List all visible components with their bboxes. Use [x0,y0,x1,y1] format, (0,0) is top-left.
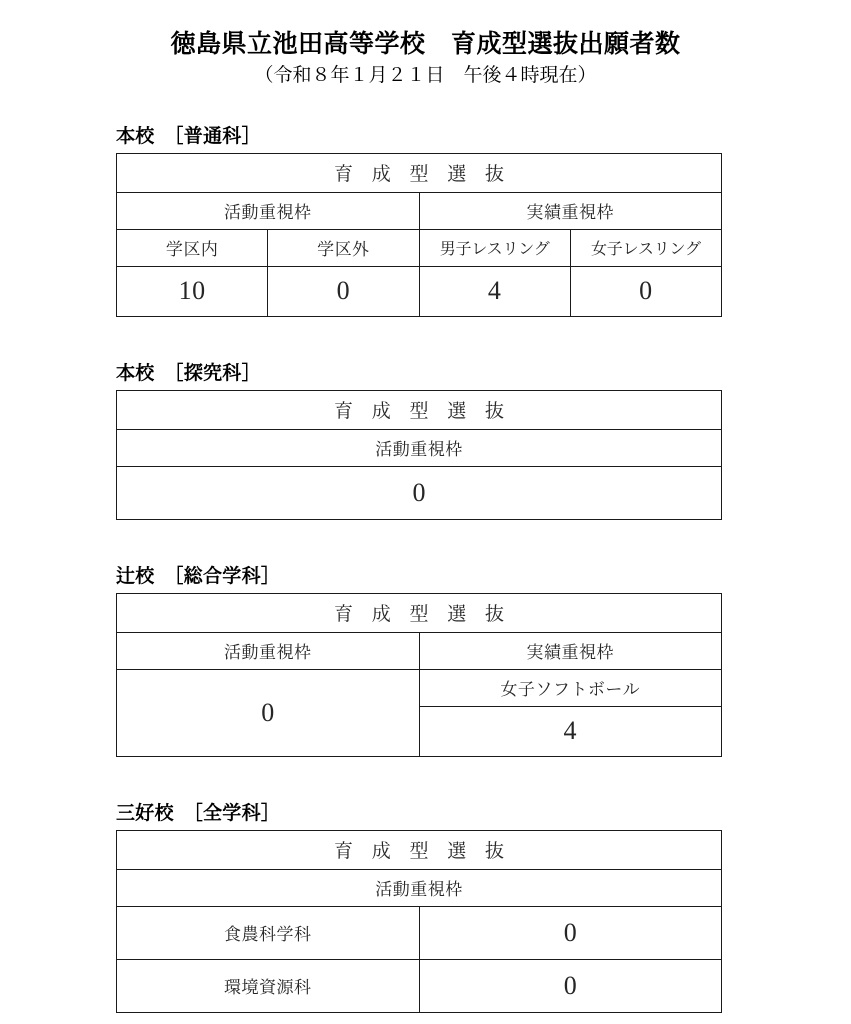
value-joshi-wrestling: 0 [570,266,721,316]
table-row [117,153,722,192]
frame-label-katsudo: 活動重視枠 [117,192,420,229]
column-label-gakkugai: 学区外 [268,229,419,266]
column-label-joshi-wrestling: 女子レスリング [570,229,721,266]
table-row [117,669,722,706]
frame-label-katsudo: 活動重視枠 [117,429,722,466]
value-danshi-wrestling: 4 [419,266,570,316]
frame-label-jisseki: 実績重視枠 [419,632,722,669]
value-gakkunai: 10 [117,266,268,316]
value-katsudo: 0 [117,466,722,519]
table-row [117,959,722,1012]
section-honko-futsuka [116,121,722,317]
row-label-kankyo: 環境資源科 [117,959,420,1012]
table-row [117,466,722,519]
value-joshi-softball: 4 [419,706,722,756]
frame-label-katsudo: 活動重視枠 [117,632,420,669]
section-heading: 辻校 ［総合学科］ [116,564,281,587]
table-row [117,390,722,429]
table-row [117,429,722,466]
page-title: 徳島県立池田高等学校 育成型選抜出願者数 [170,29,681,58]
value-kankyo: 0 [419,959,722,1012]
band-label: 育 成 型 選 抜 [117,153,722,192]
band-label: 育 成 型 選 抜 [117,390,722,429]
section-honko-tankyuka [116,358,722,520]
section-heading: 三好校 ［全学科］ [116,801,281,824]
band-label: 育 成 型 選 抜 [117,593,722,632]
title-block [0,0,851,89]
table-row [117,869,722,906]
section-heading: 本校 ［探究科］ [116,361,261,384]
table-row [117,593,722,632]
table-row [117,229,722,266]
applicants-table [116,593,722,757]
table-row [117,266,722,316]
applicants-table [116,153,722,317]
table-row [117,192,722,229]
value-shokuno: 0 [419,906,722,959]
column-label-gakkunai: 学区内 [117,229,268,266]
frame-label-katsudo: 活動重視枠 [117,869,722,906]
applicants-table [116,830,722,1013]
table-row [117,632,722,669]
table-row [117,830,722,869]
page-subtitle: （令和８年１月２１日 午後４時現在） [254,64,597,87]
column-label-danshi-wrestling: 男子レスリング [419,229,570,266]
row-label-shokuno: 食農科学科 [117,906,420,959]
applicants-table [116,390,722,520]
value-katsudo: 0 [117,669,420,756]
value-gakkugai: 0 [268,266,419,316]
section-miyoshiko-zengakka [116,798,722,1013]
band-label: 育 成 型 選 抜 [117,830,722,869]
frame-label-jisseki: 実績重視枠 [419,192,722,229]
section-tsujiko-sogo [116,561,722,757]
column-label-joshi-softball: 女子ソフトボール [419,669,722,706]
table-row [117,906,722,959]
section-heading: 本校 ［普通科］ [116,124,261,147]
